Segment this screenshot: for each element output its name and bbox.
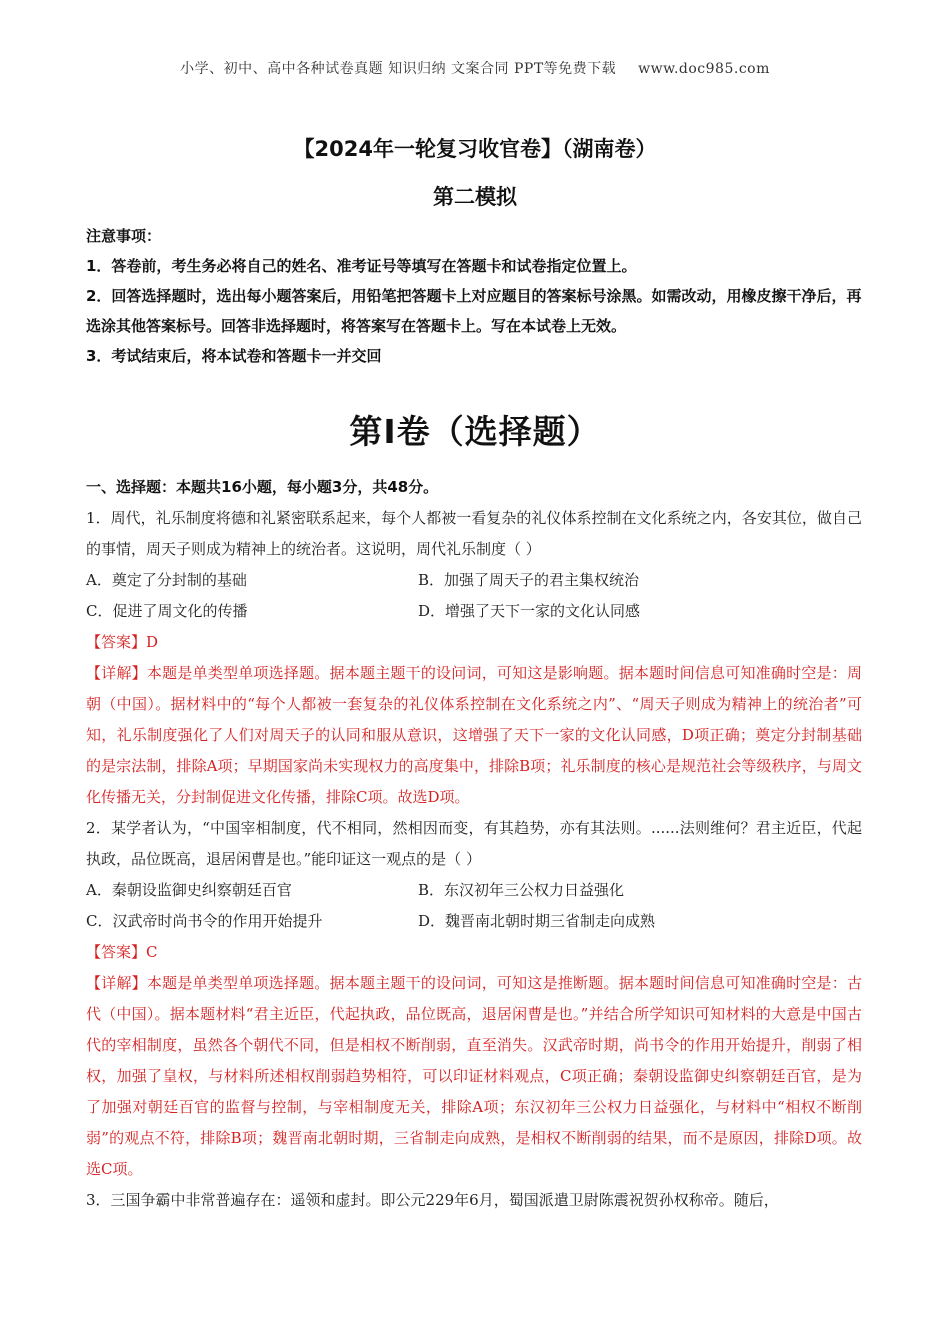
question-stem: 2．某学者认为，“中国宰相制度，代不相同，然相因而变，有其趋势，亦有其法则。......法则维何？君主近臣，代起执政，品位既高，退居闲曹是也。”能印证这一观点的是（ ） bbox=[86, 819, 862, 868]
header-text: 小学、初中、高中各种试卷真题 知识归纳 文案合同 PPT等免费下载 bbox=[180, 61, 617, 77]
option-a: A．秦朝设监御史纠察朝廷百官 bbox=[86, 881, 292, 899]
answer-detail: 【详解】本题是单类型单项选择题。据本题主题干的设问词，可知这是影响题。据本题时间信息可知准确时空是：周朝（中国）。据材料中的“每个人都被一套复杂的礼仪体系控制在文化系统之内”、“周天子则成为精神上的统治者”可知，礼乐制度强化了人们对周天子的认同和服从意识，这增强了天下一家的文化认同感，D项正确；奠定分封制基础的是宗法制，排除A项；早期国家尚未实现权力的高度集中，排除B项；礼乐制度的核心是规范社会等级秩序，与周文化传播无关，分封制促进文化传播，排除C项。故选D项。 bbox=[86, 664, 862, 806]
exam-subtitle: 第二模拟 bbox=[433, 185, 517, 209]
answer-label: 【答案】C bbox=[86, 943, 158, 961]
question-2 bbox=[86, 813, 862, 1185]
option-d: D．魏晋南北朝时期三省制走向成熟 bbox=[418, 912, 656, 930]
option-c: C．促进了周文化的传播 bbox=[86, 602, 248, 620]
notice-heading: 注意事项： bbox=[86, 227, 162, 245]
option-b: B．东汉初年三公权力日益强化 bbox=[418, 881, 625, 899]
question-stem: 1．周代，礼乐制度将德和礼紧密联系起来，每个人都被一看复杂的礼仪体系控制在文化系统之内，各安其位，做自己的事情，周天子则成为精神上的统治者。这说明，周代礼乐制度（ ） bbox=[86, 509, 862, 558]
option-list bbox=[86, 565, 862, 627]
notice-item: 1．答卷前，考生务必将自己的姓名、准考证号等填写在答题卡和试卷指定位置上。 bbox=[86, 257, 637, 275]
page-header bbox=[0, 58, 950, 78]
option-c: C．汉武帝时尚书令的作用开始提升 bbox=[86, 912, 323, 930]
question-3-stem: 3．三国争霸中非常普遍存在：遥领和虚封。即公元229年6月，蜀国派遣卫尉陈震祝贺孙权称帝。随后， bbox=[86, 1191, 779, 1209]
section-title: 第I卷（选择题） bbox=[349, 412, 601, 451]
exam-title: 【2024年一轮复习收官卷】（湖南卷） bbox=[293, 137, 657, 161]
option-list bbox=[86, 875, 862, 937]
answer-detail: 【详解】本题是单类型单项选择题。据本题主题干的设问词，可知这是推断题。据本题时间信息可知准确时空是：古代（中国）。据本题材料“君主近臣，代起执政，品位既高，退居闲曹是也。”并结合所学知识可知材料的大意是中国古代的宰相制度，虽然各个朝代不同，但是相权不断削弱，直至消失。汉武帝时期，尚书令的作用开始提升，削弱了相权，加强了皇权，与材料所述相权削弱趋势相符，可以印证材料观点，C项正确；秦朝设监御史纠察朝廷百官，是为了加强对朝廷百官的监督与控制，与宰相制度无关，排除A项；东汉初年三公权力日益强化，与材料中“相权不断削弱”的观点不符，排除B项；魏晋南北朝时期，三省制走向成熟，是相权不断削弱的结果，而不是原因，排除D项。故选C项。 bbox=[86, 974, 862, 1178]
part-heading: 一、选择题：本题共16小题，每小题3分，共48分。 bbox=[86, 478, 439, 496]
question-1 bbox=[86, 503, 862, 813]
option-d: D．增强了天下一家的文化认同感 bbox=[418, 602, 641, 620]
option-a: A．奠定了分封制的基础 bbox=[86, 571, 247, 589]
notice-block bbox=[86, 221, 876, 371]
answer-label: 【答案】D bbox=[86, 633, 159, 651]
notice-item: 2．回答选择题时，选出每小题答案后，用铅笔把答题卡上对应题目的答案标号涂黑。如需改动，用橡皮擦干净后，再选涂其他答案标号。回答非选择题时，将答案写在答题卡上。写在本试卷上无效。 bbox=[86, 287, 862, 335]
option-b: B．加强了周天子的君主集权统治 bbox=[418, 571, 640, 589]
notice-item: 3．考试结束后，将本试卷和答题卡一并交回 bbox=[86, 347, 382, 365]
question-content bbox=[86, 472, 862, 1216]
header-url[interactable]: www.doc985.com bbox=[638, 61, 770, 77]
